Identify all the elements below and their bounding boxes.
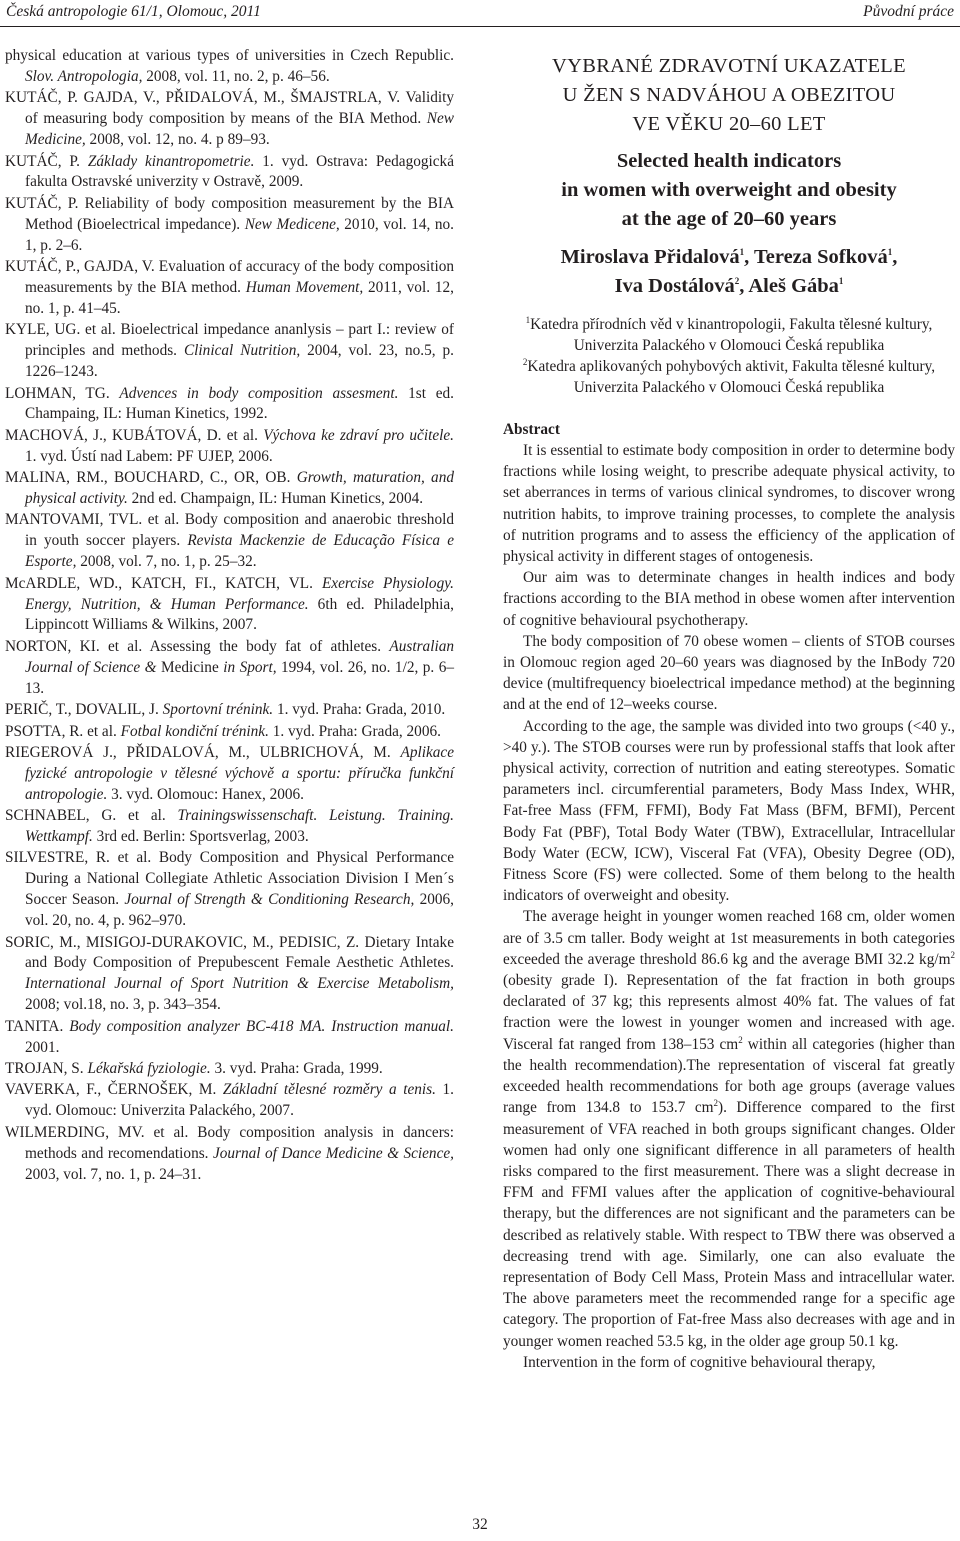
reference-entry: SCHNABEL, G. et al. Trainingswissenschaft. Leistung. Training. Wettkampf. 3rd ed. Berlin: Sportsverlag, 2003.	[5, 807, 454, 846]
header-divider	[0, 26, 960, 27]
title-en-line: at the age of 20–60 years	[621, 208, 837, 230]
abstract-paragraph: The body composition of 70 obese women – clients of STOB courses in Olomouc region aged 20–60 years was diagnosed by the InBody 720 device (multifrequency bioelectrical impedance method) at the beginning and at the end of 12–weeks course.	[503, 632, 955, 714]
reference-entry: WILMERDING, MV. et al. Body composition analysis in dancers: methods and recomendations. Journal of Dance Medicine & Science, 2003, vol. 7, no. 1, p. 24–31.	[5, 1123, 454, 1183]
title-en-line: Selected health indicators	[616, 150, 842, 172]
reference-entry: VAVERKA, F., ČERNOŠEK, M. Základní tělesné rozměry a tenis. 1. vyd. Olomouc: Univerzita Palackého, 2007.	[5, 1081, 454, 1120]
reference-entry: PERIČ, T., DOVALIL, J. Sportovní trénink. 1. vyd. Praha: Grada, 2010.	[5, 701, 446, 719]
abstract-paragraph: The average height in younger women reached 168 cm, older women are of 3.5 cm taller. Body weight at 1st measurements in both categories exceeded the average threshold 86.6 kg and the average BMI 32.2 $kg/m^2$ (obesity grade I). Representation of the fat fraction in both groups declarated of 37 kg; this represents almost 40% fat. The values of fat fraction were the lowest in younger women and increased with age. Visceral fat ranged from 138–153 $cm^2$ within all categories (higher than the health recommendation).The representation of visceral fat greatly exceeded health recommendations for both age groups (average values range from 134.8 to 153.7 $cm^2$). Difference compared to the first measurement of VFA reached in both groups significant changes. Older women had only one significant difference in all parameters of health risks compared to the first measurement. There was a slight decrease in FFM and FFMI values after the application of cognitive-behavioural therapy, but the differences are not significant and the parameters can be described as relatively stable. With respect to TBW there was observed a decreasing trend with age. Similarly, one can also evaluate the representation of Body Cell Mass, Protein Mass and intracellular water. The above parameters meet the recommended range for a specific age category. The proportion of Fat-free Mass also decreases with age and in younger women reached 53.5 kg, in the older age group 50.1 kg.	[503, 908, 955, 1350]
page-number: 32	[472, 1516, 488, 1533]
abstract-paragraph: Intervention in the form of cognitive behavioural therapy,	[523, 1353, 876, 1371]
article-title-english	[503, 147, 955, 234]
affiliation-1: $^1$Katedra přírodních věd v kinantropologii, Fakulta tělesné kultury, Univerzita Palackého v Olomouci Česká republika	[525, 314, 933, 354]
title-cz-line: U ŽEN S NADVÁHOU A OBEZITOU	[562, 84, 896, 106]
reference-entry: physical education at various types of universities in Czech Republic. Slov. Antropologia, 2008, vol. 11, no. 2, p. 46–56.	[5, 47, 454, 85]
section-header: Původní práce	[863, 3, 954, 20]
reference-entry: MACHOVÁ, J., KUBÁTOVÁ, D. et al. Výchova ke zdraví pro učitele. 1. vyd. Ústí nad Labem: PF UJEP, 2006.	[5, 426, 454, 465]
journal-header: Česká antropologie 61/1, Olomouc, 2011	[6, 3, 261, 20]
reference-entry: KUTÁČ, P. Reliability of body composition measurement by the BIA Method (Bioelectrical impedance). New Medicene, 2010, vol. 14, no. 1, p. 2–6.	[5, 194, 454, 254]
reference-entry: KUTÁČ, P., GAJDA, V. Evaluation of accuracy of the body composition measurements by the BIA method. Human Movement, 2011, vol. 12, no. 1, p. 41–45.	[5, 258, 454, 317]
reference-entry: TANITA. Body composition analyzer BC-418 MA. Instruction manual. 2001.	[5, 1017, 455, 1056]
title-cz-line: VYBRANÉ ZDRAVOTNÍ UKAZATELE	[552, 55, 906, 77]
reference-entry: McARDLE, WD., KATCH, FI., KATCH, VL. Exercise Physiology. Energy, Nutrition, & Human Performance. 6th ed. Philadelphia, Lippincott Williams & Wilkins, 2007.	[5, 574, 455, 634]
title-cz-line: VE VĚKU 20–60 LET	[632, 113, 826, 135]
article-title-czech	[503, 52, 955, 139]
reference-entry: MALINA, RM., BOUCHARD, C., OR, OB. Growth, maturation, and physical activity. 2nd ed. Champaign, IL: Human Kinetics, 2004.	[5, 469, 454, 508]
authors	[503, 243, 955, 301]
reference-entry: TROJAN, S. Lékařská fyziologie. 3. vyd. Praha: Grada, 1999.	[5, 1060, 383, 1077]
article-column	[503, 52, 955, 1373]
references-column	[5, 46, 454, 1186]
reference-entry: SILVESTRE, R. et al. Body Composition and Physical Performance During a National Collegiate Athletic Association Division I Men´s Soccer Season. Journal of Strength & Conditioning Research, 2006, vol. 20, no. 4, p. 962–970.	[5, 849, 454, 930]
abstract-heading: Abstract	[503, 421, 560, 438]
reference-entry: RIEGEROVÁ J., PŘIDALOVÁ, M., ULBRICHOVÁ, M. Aplikace fyzické antropologie v tělesné výchově a sportu: příručka funkční antropologie. 3. vyd. Olomouc: Hanex, 2006.	[5, 743, 454, 803]
reference-entry: SORIC, M., MISIGOJ-DURAKOVIC, M., PEDISIC, Z. Dietary Intake and Body Composition of Prepubescent Female Aesthetic Athletes. International Journal of Sport Nutrition & Exercise Metabolism, 2008; vol.18, no. 3, p. 343–354.	[5, 933, 454, 1014]
reference-entry: MANTOVAMI, TVL. et al. Body composition and anaerobic threshold in youth soccer players. Revista Mackenzie de Educação Física e Esporte, 2008, vol. 7, no. 1, p. 25–32.	[5, 511, 454, 571]
reference-entry: KUTÁČ, P. GAJDA, V., PŘIDALOVÁ, M., ŠMAJSTRLA, V. Validity of measuring body composition by means of the BIA Method. New Medicine, 2008, vol. 12, no. 4. p 89–93.	[5, 89, 454, 149]
title-en-line: in women with overweight and obesity	[561, 179, 897, 201]
affiliation-2: $^2$Katedra aplikovaných pohybových aktivit, Fakulta tělesné kultury, Univerzita Palackého v Olomouci Česká republika	[522, 356, 936, 396]
abstract-paragraph: Our aim was to determinate changes in health indices and body fractions according to the BIA method in obese women after intervention of cognitive behavioural psychotherapy.	[503, 569, 955, 629]
abstract-paragraph: According to the age, the sample was divided into two groups (<40 y., >40 y.). The STOB courses were run by professional staffs that look after physical activity, correction of nutrition and eating stereotypes. Somatic parameters incl. circumferential parameters, Body Mass Index, WHR, Fat-free Mass (FFM, FFMI), Body Fat Mass (BFM, BFMI), Percent Body Fat (PBF), Total Body Water (TBW), Extracellular, Intracellular Body Water (ECW, ICW), Visceral Fat (VFA), Obesity Degree (OD), Fitness Score (FS) were collected. Some of them belong to the health indicators of overweight and obesity.	[503, 717, 955, 905]
authors-line-2: Iva Dostálová$^2$, Aleš Gába$^1$	[614, 275, 844, 297]
authors-line-1: Miroslava Přidalová$^1$, Tereza Sofková$^1$,	[560, 246, 898, 268]
abstract-paragraph: It is essential to estimate body composition in order to determine body fractions while losing weight, to prescribe adequate physical activity, to set aberrances in terms of various clinical syndromes, to discover wrong nutrition habits, to improve training processes, to complete the analysis of nutrition programs and to assess the efficiency of the application of physical activity in different stages of ontogenesis.	[503, 442, 955, 566]
reference-entry: NORTON, KI. et al. Assessing the body fat of athletes. Australian Journal of Science & Medicine in Sport, 1994, vol. 26, no. 1/2, p. 6–13.	[5, 637, 454, 697]
reference-entry: KYLE, UG. et al. Bioelectrical impedance ananlysis – part I.: review of principles and methods. Clinical Nutrition, 2004, vol. 23, no.5, p. 1226–1243.	[5, 321, 454, 381]
reference-entry: PSOTTA, R. et al. Fotbal kondiční trénink. 1. vyd. Praha: Grada, 2006.	[5, 722, 441, 740]
reference-entry: KUTÁČ, P. Základy kinantropometrie. 1. vyd. Ostrava: Pedagogická fakulta Ostravské univerzity v Ostravě, 2009.	[5, 152, 454, 191]
reference-entry: LOHMAN, TG. Advences in body composition assesment. 1st ed. Champaing, IL: Human Kinetics, 1992.	[5, 384, 454, 423]
